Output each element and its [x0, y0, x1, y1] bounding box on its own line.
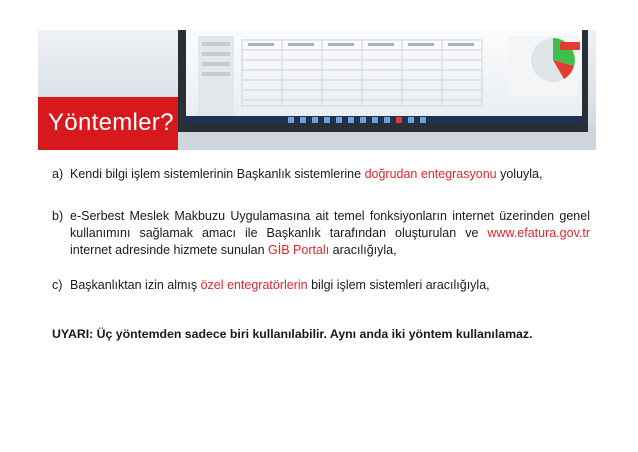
item-text: aracılığıyla, — [329, 243, 397, 257]
warning-note: UYARI: Üç yöntemden sadece biri kullanılabilir. Aynı anda iki yöntem kullanılamaz. — [52, 327, 533, 341]
method-list — [52, 160, 590, 355]
header-banner-image — [38, 30, 596, 150]
gib-portal-link[interactable]: GİB Portalı — [268, 243, 330, 257]
highlight-text: doğrudan entegrasyonu — [364, 167, 497, 181]
item-text: internet adresinde hizmete sunulan — [70, 243, 269, 257]
item-text: yoluyla, — [496, 167, 543, 181]
list-item-a — [52, 166, 590, 183]
slide-title: Yöntemler? — [48, 109, 174, 136]
item-marker: c) — [52, 278, 63, 292]
item-text: Kendi bilgi işlem sistemlerinin Başkanlık sistemlerine — [70, 167, 365, 181]
item-marker: b) — [52, 209, 64, 223]
efatura-link[interactable]: www.efatura.gov.tr — [487, 226, 590, 240]
item-text: Başkanlıktan izin almış — [70, 278, 201, 292]
highlight-text: özel entegratörlerin — [200, 278, 308, 292]
list-item-b — [52, 208, 590, 259]
item-text: bilgi işlem sistemleri aracılığıyla, — [307, 278, 490, 292]
list-item-c — [52, 277, 590, 294]
item-text: e-Serbest Meslek Makbuzu Uygulamasına ait temel fonksiyonların internet üzerinden genel kullanımını sağlamak amacı ile Başkanlık tarafından oluşturulan ve — [70, 209, 590, 240]
item-marker: a) — [52, 167, 64, 181]
